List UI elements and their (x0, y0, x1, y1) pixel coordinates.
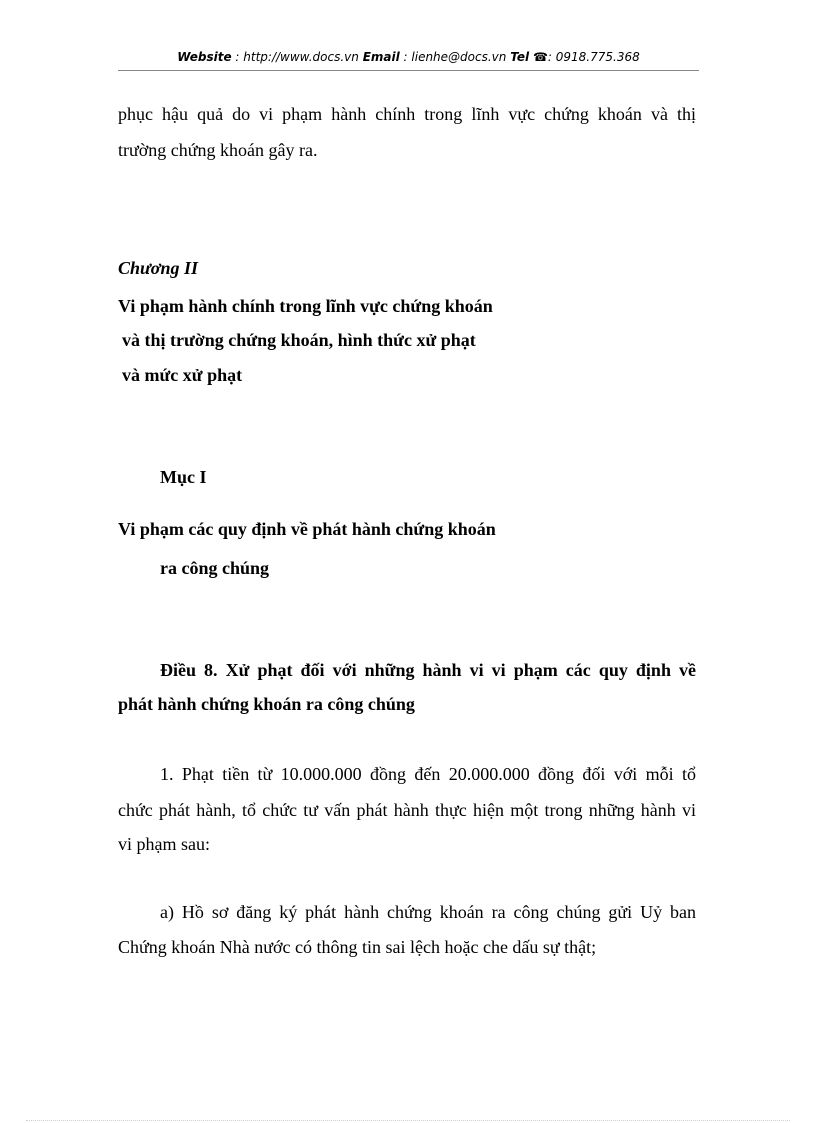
page-bottom-border (26, 1120, 790, 1121)
chapter-title: Chương II (118, 258, 198, 278)
header-divider (118, 70, 699, 71)
article-heading-line-2: phát hành chứng khoán ra công chúng (118, 694, 415, 714)
website-label: Website (177, 50, 232, 64)
clause-1-line-1: 1. Phạt tiền từ 10.000.000 đồng đến 20.000.000 đồng đối với mỗi tổ (160, 764, 696, 784)
email-label: Email (362, 50, 400, 64)
section-heading-line-2: ra công chúng (160, 558, 270, 578)
article-heading-line-1: Điều 8. Xử phạt đối với những hành vi vi phạm các quy định về (160, 660, 696, 680)
page-header (118, 50, 699, 64)
paragraph-continuation-line-1: phục hậu quả do vi phạm hành chính trong lĩnh vực chứng khoán và thị (118, 104, 696, 124)
clause-1-line-2: chức phát hành, tổ chức tư vấn phát hành thực hiện một trong những hành vi (118, 800, 696, 820)
tel-label: Tel (510, 50, 530, 64)
point-a-line-1: a) Hồ sơ đăng ký phát hành chứng khoán ra công chúng gửi Uỷ ban (160, 902, 696, 922)
section-heading-line-1: Vi phạm các quy định về phát hành chứng khoán (118, 519, 496, 539)
section-title: Mục I (160, 467, 207, 487)
website-value: : http://www.docs.vn (235, 50, 359, 64)
tel-value: : 0918.775.368 (547, 50, 640, 64)
chapter-heading-line-1: Vi phạm hành chính trong lĩnh vực chứng khoán (118, 296, 493, 316)
chapter-heading-line-2: và thị trường chứng khoán, hình thức xử phạt (122, 330, 476, 350)
clause-1-line-3: vi phạm sau: (118, 834, 210, 854)
point-a-line-2: Chứng khoán Nhà nước có thông tin sai lệch hoặc che dấu sự thật; (118, 937, 597, 957)
chapter-heading-line-3: và mức xử phạt (122, 365, 243, 385)
phone-icon: ☎ (532, 50, 548, 64)
paragraph-continuation-line-2: trường chứng khoán gây ra. (118, 140, 318, 160)
email-value: : lienhe@docs.vn (403, 50, 507, 64)
